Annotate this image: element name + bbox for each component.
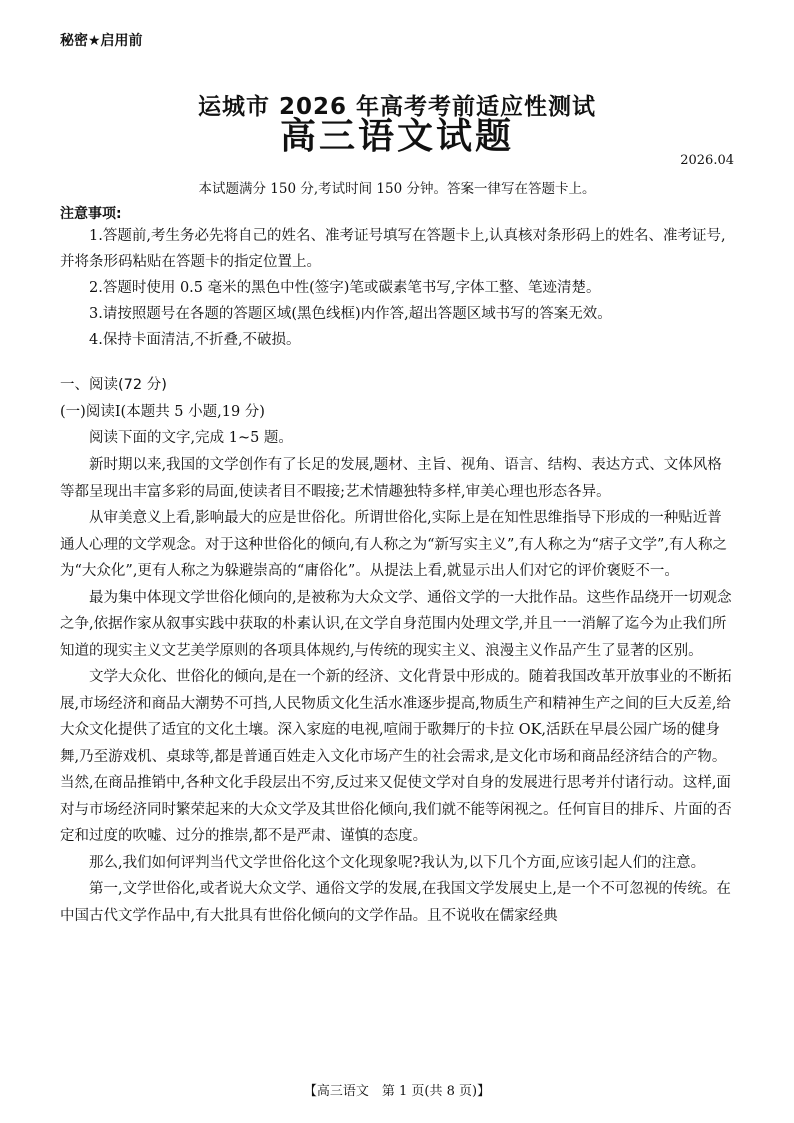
notes-list: [60, 223, 736, 353]
note-item: 3.请按照题号在各题的答题区域(黑色线框)内作答,超出答题区域书写的答案无效。: [89, 306, 612, 322]
exam-subject-title: 高三语文试题: [279, 116, 514, 157]
passage-paragraph: 新时期以来,我国的文学创作有了长足的发展,题材、主旨、视角、语言、结构、表达方式、文体风格等都呈现出丰富多彩的局面,使读者目不暇接;艺术情趣独特多样,审美心理也形态各异。: [60, 457, 722, 500]
section-subheading: (一)阅读Ⅰ(本题共 5 小题,19 分): [60, 404, 265, 420]
notes-heading: 注意事项:: [60, 206, 122, 222]
exam-title: 运城市 2026 年高考考前适应性测试: [197, 94, 597, 120]
passage-paragraph: 最为集中体现文学世俗化倾向的,是被称为大众文学、通俗文学的一大批作品。这些作品绕开一切观念之争,依据作家从叙事实践中获取的朴素认识,在文学自身范围内处理文学,并且一一消解了迄今为止我们所知道的现实主义文艺美学原则的各项具体规约,与传统的现实主义、浪漫主义作品产生了显著的区别。: [60, 589, 732, 659]
note-item: 4.保持卡面清洁,不折叠,不破损。: [89, 332, 301, 348]
page-footer: 【高三语文 第 1 页(共 8 页)】: [303, 1084, 491, 1099]
secret-mark: 秘密★启用前: [60, 33, 143, 49]
section-heading: 一、阅读(72 分): [60, 377, 167, 393]
reading-passage: [60, 452, 736, 929]
passage-paragraph: 从审美意义上看,影响最大的应是世俗化。所谓世俗化,实际上是在知性思维指导下形成的一种贴近普通人心理的文学观念。对于这种世俗化的倾向,有人称之为“新写实主义”,有人称之为“痞子文学”,有人称之为“大众化”,更有人称之为躲避崇高的“庸俗化”。从提法上看,就显示出人们对它的评价褒贬不一。: [60, 510, 727, 579]
passage-paragraph: 文学大众化、世俗化的倾向,是在一个新的经济、文化背景中形成的。随着我国改革开放事业的不断拓展,市场经济和商品大潮势不可挡,人民物质文化生活水准逐步提高,物质生产和精神生产之间的巨大反差,给大众文化提供了适宜的文化土壤。深入家庭的电视,喧闹于歌舞厅的卡拉 OK,活跃在早晨公园广场的健身舞,乃至游戏机、桌球等,都是普通百姓走入文化市场产生的社会需求,是文化市场和商品经济结合的产物。当然,在商品推销中,各种文化手段层出不穷,反过来又促使文学对自身的发展进行思考并付诸行动。这样,面对与市场经济同时繁荣起来的大众文学及其世俗化倾向,我们就不能等闲视之。任何盲目的排斥、片面的否定和过度的吹嘘、过分的推崇,都不是严肃、谨慎的态度。: [60, 669, 732, 844]
section-instruction-block: [60, 425, 736, 452]
exam-info: 本试题满分 150 分,考试时间 150 分钟。答案一律写在答题卡上。: [198, 181, 596, 197]
exam-date: 2026.04: [680, 153, 734, 168]
section-instruction: 阅读下面的文字,完成 1~5 题。: [89, 430, 293, 446]
note-item: 1.答题前,考生务必先将自己的姓名、准考证号填写在答题卡上,认真核对条形码上的姓名、准考证号,并将条形码粘贴在答题卡的指定位置上。: [60, 228, 726, 270]
note-item: 2.答题时使用 0.5 毫米的黑色中性(签字)笔或碳素笔书写,字体工整、笔迹清楚。: [89, 280, 601, 296]
passage-paragraph: 那么,我们如何评判当代文学世俗化这个文化现象呢?我认为,以下几个方面,应该引起人们的注意。: [89, 854, 706, 871]
passage-paragraph: 第一,文学世俗化,或者说大众文学、通俗文学的发展,在我国文学发展史上,是一个不可忽视的传统。在中国古代文学作品中,有大批具有世俗化倾向的文学作品。且不说收在儒家经典: [60, 881, 731, 924]
